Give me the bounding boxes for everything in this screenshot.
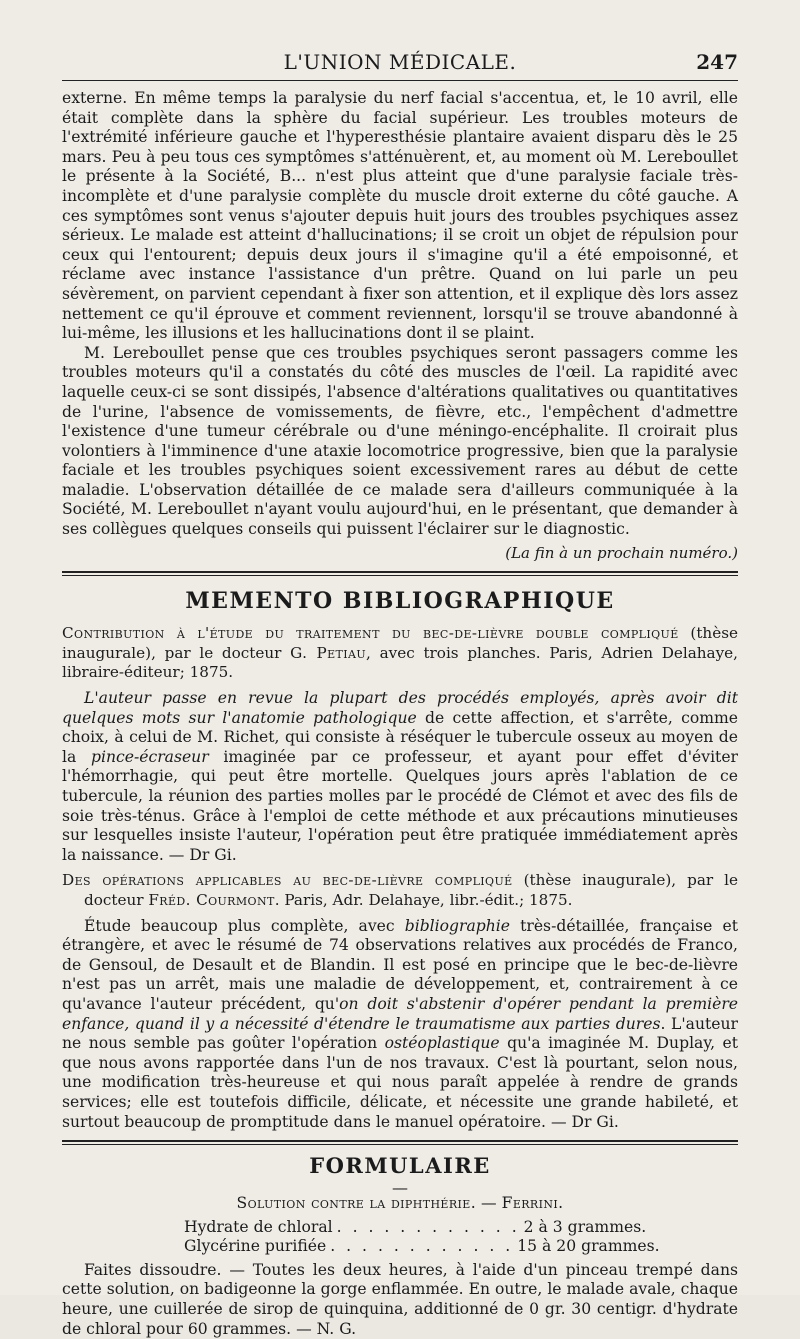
- ingredient-name: Hydrate de chloral: [184, 1217, 333, 1236]
- review-text: Étude beaucoup plus complète, avec: [84, 916, 405, 935]
- entry-author: G. Petiau: [290, 643, 367, 662]
- review-text: L'auteur passe en revue la plupart des procédés employés, après avoir dit quelques mots sur l': [62, 689, 738, 727]
- ingredient-list: [184, 1218, 738, 1257]
- ingredient-quantity: 15 à 20 grammes.: [517, 1237, 660, 1256]
- ingredient-name: Glycérine purifiée: [184, 1237, 327, 1256]
- recipe-instructions: Faites dissoudre. — Toutes les deux heures, à l'aide d'un pinceau trempé dans cette solution, on badigeonne la gorge enflammée. En outre, le malade avale, chaque heure, une cuillerée de sirop de quinquina, additionné de 0 gr. 30 centigr. d'hydrate de chloral pour 60 grammes. — N. G.: [62, 1260, 738, 1338]
- entry-title: Des opérations applicables au bec-de-lièvre compliqué: [62, 871, 513, 890]
- review-paragraph: [62, 689, 738, 865]
- section-title: FORMULAIRE: [309, 1153, 491, 1179]
- section-divider: [62, 1140, 738, 1145]
- case-report: [62, 89, 738, 563]
- recipe-name: Solution contre la diphthérie.: [236, 1194, 477, 1213]
- case-report-paragraph: externe. En même temps la paralysie du nerf facial s'accentua, et, le 10 avril, elle était complète dans la sphère du facial supérieur. Les troubles moteurs de l'extrémité inférieure gauche et l'hyperesthésie plantaire avaient disparu dès le 25 mars. Peu à peu tous ces symptômes s'atténuèrent, et, au moment où M. Lereboullet le présente à la Société, B... n'est plus atteint que d'une paralysie faciale très-incomplète et d'une paralysie complète du muscle droit externe du côté gauche. A ces symptômes sont venus s'ajouter depuis huit jours des troubles psychiques assez sérieux. Le malade est atteint d'hallucinations; il se croit un objet de répulsion pour ceux qui l'entourent; depuis deux jours il s'imagine qu'il a été empoisonné, et réclame avec instance l'assistance d'un prêtre. Quand on lui parle un peu sévèrement, on parvient cependant à fixer son attention, et il explique dès lors assez nettement ce qu'il éprouve et comment reviennent, lorsqu'il se trouve abandonné à lui-même, les illusions et les hallucinations dont il se plaint.: [62, 89, 738, 343]
- entry-subtitle: (thèse inaugurale), par le docteur: [62, 624, 738, 662]
- review-emphasis: bibliographie: [404, 916, 511, 935]
- entry-subtitle: (thèse inaugurale), par le docteur: [84, 871, 738, 909]
- case-report-paragraph: M. Lereboullet pense que ces troubles psychiques seront passagers comme les troubles moteurs qu'il a constatés du côté des muscles de l'œil. La rapidité avec laquelle ceux-ci se sont dissipés, l'absence d'altérations qualitatives ou quantitatives de l'urine, l'absence de vomissements, de fièvre, etc., l'empêchent d'admettre l'existence d'une tumeur cérébrale ou d'une méningo-encéphalite. Il croirait plus volontiers à l'imminence d'une ataxie locomotrice progressive, bien que la paralysie faciale et les troubles psychiques soient excessivement rares au début de cette maladie. L'observation détaillée de ce malade sera d'ailleurs communiquée à la Société, M. Lereboullet n'ayant voulu aujourd'hui, en le présentant, que demander à ses collègues quelques conseils qui puissent l'éclairer sur le diagnostic.: [62, 343, 738, 539]
- page-number: 247: [696, 50, 738, 74]
- review-text: imaginée par ce professeur, et ayant pour effet d'éviter l'hémorrhagie, qui peut être mortelle. Quelques jours après l'ablation de ce tubercule, la réunion des parties molles par le procédé de Clémot et avec des fils de soie très-ténus. Grâce à l'emploi de cette méthode et aux précautions minutieuses sur lesquelles insiste l'auteur, l'opération peut être pratiquée immédiatement après la naissance. — Dr Gi.: [62, 747, 739, 864]
- recipe-title: [62, 1194, 738, 1214]
- section-title: MEMENTO BIBLIOGRAPHIQUE: [185, 588, 615, 615]
- ingredient-quantity: 2 à 3 grammes.: [523, 1217, 647, 1236]
- section-divider: [62, 571, 738, 576]
- ingredient-row: [184, 1237, 660, 1257]
- continuation-note: (La fin à un prochain numéro.): [505, 543, 738, 562]
- running-header: [62, 44, 738, 81]
- title-dash: —: [392, 1178, 408, 1198]
- entry-publisher: . Paris, Adr. Delahaye, libr.-édit.; 1875.: [274, 890, 573, 909]
- bibliography-entry-heading: [62, 871, 738, 910]
- review-text: qu'a imaginée M. Duplay, et que nous avons rapportée dans l'un de nos travaux. C'est là pourtant, selon nous, une modification très-heureuse et qui nous paraît appelée à rendre de grands services; elle est toutefois difficile, délicate, et nécessite une grande habileté, et surtout beaucoup de promptitude dans le manuel opératoire. — Dr Gi.: [62, 1034, 738, 1131]
- ingredient-row: [184, 1217, 647, 1238]
- leader-dots: . . . . . . . . . . . .: [330, 1237, 514, 1256]
- review-emphasis: ostéoplastique: [384, 1034, 500, 1053]
- recipe-author: Ferrini.: [501, 1194, 564, 1213]
- review-text: très-détaillée, française et étrangère, et avec le résumé de 74 observations relatives aux procédés de Franco, de Gensoul, de Desault et de Blandin. Il est posé en principe que le bec-de-lièvre n'est pas un arrêt, mais une maladie de développement, et, contrairement à ce qu'avance l'auteur précédent, qu': [62, 916, 738, 1013]
- memento-section: [62, 588, 738, 1132]
- review-text: . L'auteur ne nous semble pas goûter l'opération: [62, 1014, 739, 1053]
- entry-publisher: , avec trois planches. Paris, Adrien Delahaye, libraire-éditeur; 1875.: [62, 643, 738, 682]
- formulaire-section: [62, 1153, 738, 1339]
- recipe-separator: —: [476, 1194, 502, 1213]
- review-text: de cette affection, et s'arrête, comme choix, à celui de M. Richet, qui consiste à réséquer le tubercule osseux au moyen de la: [62, 708, 739, 766]
- leader-dots: . . . . . . . . . . . .: [336, 1217, 520, 1236]
- entry-title: Contribution à l'étude du traitement du bec-de-lièvre double compliqué: [62, 624, 679, 643]
- review-emphasis: anatomie pathologique: [231, 708, 417, 727]
- entry-author: Fréd. Courmont: [148, 890, 275, 909]
- bibliography-entry-heading: [62, 624, 738, 683]
- review-emphasis: on doit s'abstenir d'opérer pendant la première enfance, quand il y a nécessité d'étendre le traumatisme aux parties dures: [62, 994, 738, 1033]
- journal-title: L'UNION MÉDICALE.: [283, 50, 517, 74]
- review-emphasis: pince-écraseur: [90, 747, 209, 766]
- review-paragraph: [62, 917, 738, 1133]
